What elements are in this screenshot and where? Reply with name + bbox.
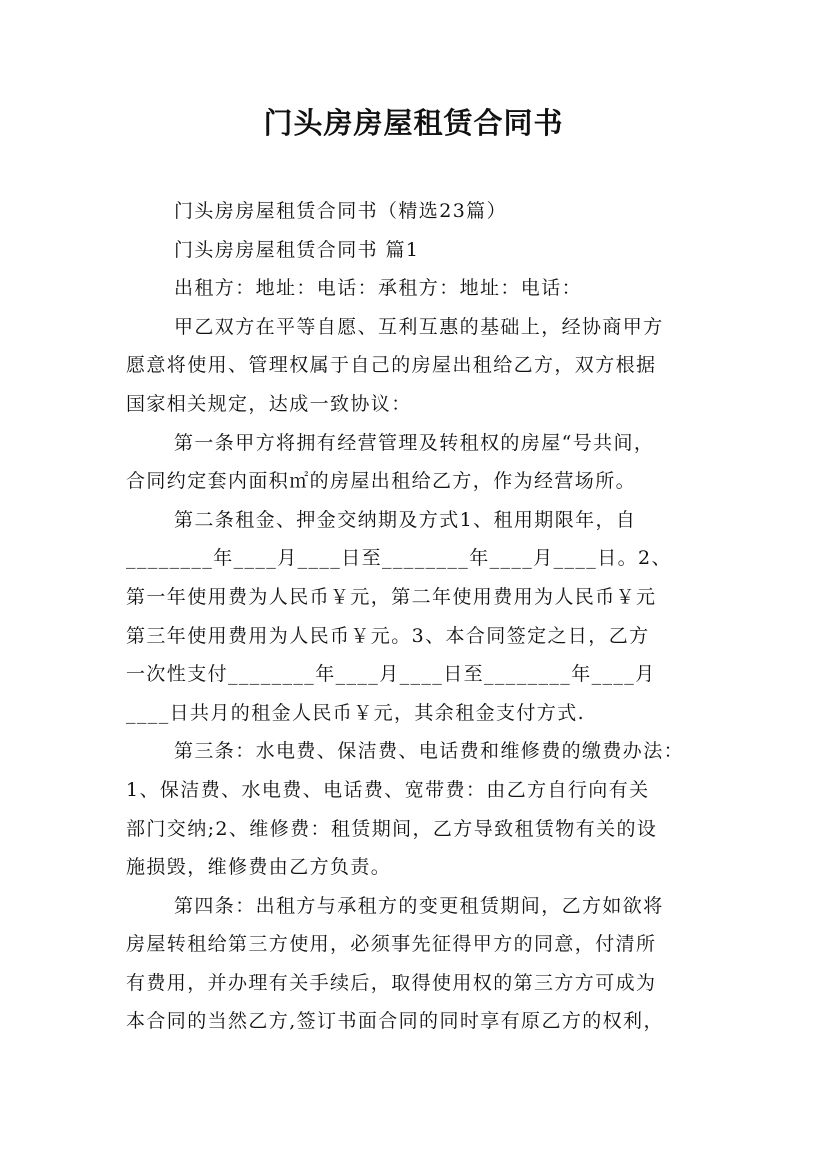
document-line: 第四条：出租方与承租方的变更租赁期间，乙方如欲将 [174, 894, 664, 917]
document-line: 房屋转租给第三方使用，必须事先征得甲方的同意，付清所 [126, 933, 657, 956]
document-line: 第一年使用费为人民币￥元，第二年使用费用为人民币￥元 [126, 585, 657, 608]
document-line: 国家相关规定，达成一致协议： [126, 392, 412, 415]
document-line: 一次性支付________年____月____日至________年____月 [126, 663, 656, 686]
document-line: 出租方：地址：电话：承租方：地址：电话： [174, 277, 583, 300]
document-line: 部门交纳;2、维修费：租赁期间，乙方导致租赁物有关的设 [126, 817, 658, 840]
document-line: 合同约定套内面积㎡的房屋出租给乙方，作为经营场所。 [126, 470, 637, 493]
document-line: 本合同的当然乙方,签订书面合同的同时享有原乙方的权利， [126, 1010, 664, 1033]
document-line: 甲乙双方在平等自愿、互利互惠的基础上，经协商甲方 [174, 315, 664, 338]
document-line: 第二条租金、押金交纳期及方式1、租用期限年，自 [174, 508, 637, 531]
document-line: 有费用，并办理有关手续后，取得使用权的第三方方可成为 [126, 971, 657, 994]
document-line: 第三年使用费用为人民币￥元。3、本合同签定之日，乙方 [126, 624, 650, 647]
document-line: ________年____月____日至________年____月____日。2、 [126, 547, 672, 570]
document-title: 门头房房屋租赁合同书 [263, 106, 564, 140]
document-line: 第一条甲方将拥有经营管理及转租权的房屋“号共间， [174, 431, 655, 454]
document-line: ____日共月的租金人民币￥元，其余租金支付方式. [126, 701, 586, 724]
document-line: 第三条：水电费、保洁费、电话费和维修费的缴费办法： [174, 740, 685, 763]
document-line: 1、保洁费、水电费、电话费、宽带费：由乙方自行向有关 [126, 778, 650, 801]
document-line: 门头房房屋租赁合同书 篇1 [174, 238, 420, 261]
document-line: 门头房房屋租赁合同书（精选23篇） [174, 200, 507, 222]
document-line: 愿意将使用、管理权属于自己的房屋出租给乙方，双方根据 [126, 354, 657, 377]
document-body [126, 192, 702, 1041]
document-line: 施损毁，维修费由乙方负责。 [126, 856, 392, 879]
